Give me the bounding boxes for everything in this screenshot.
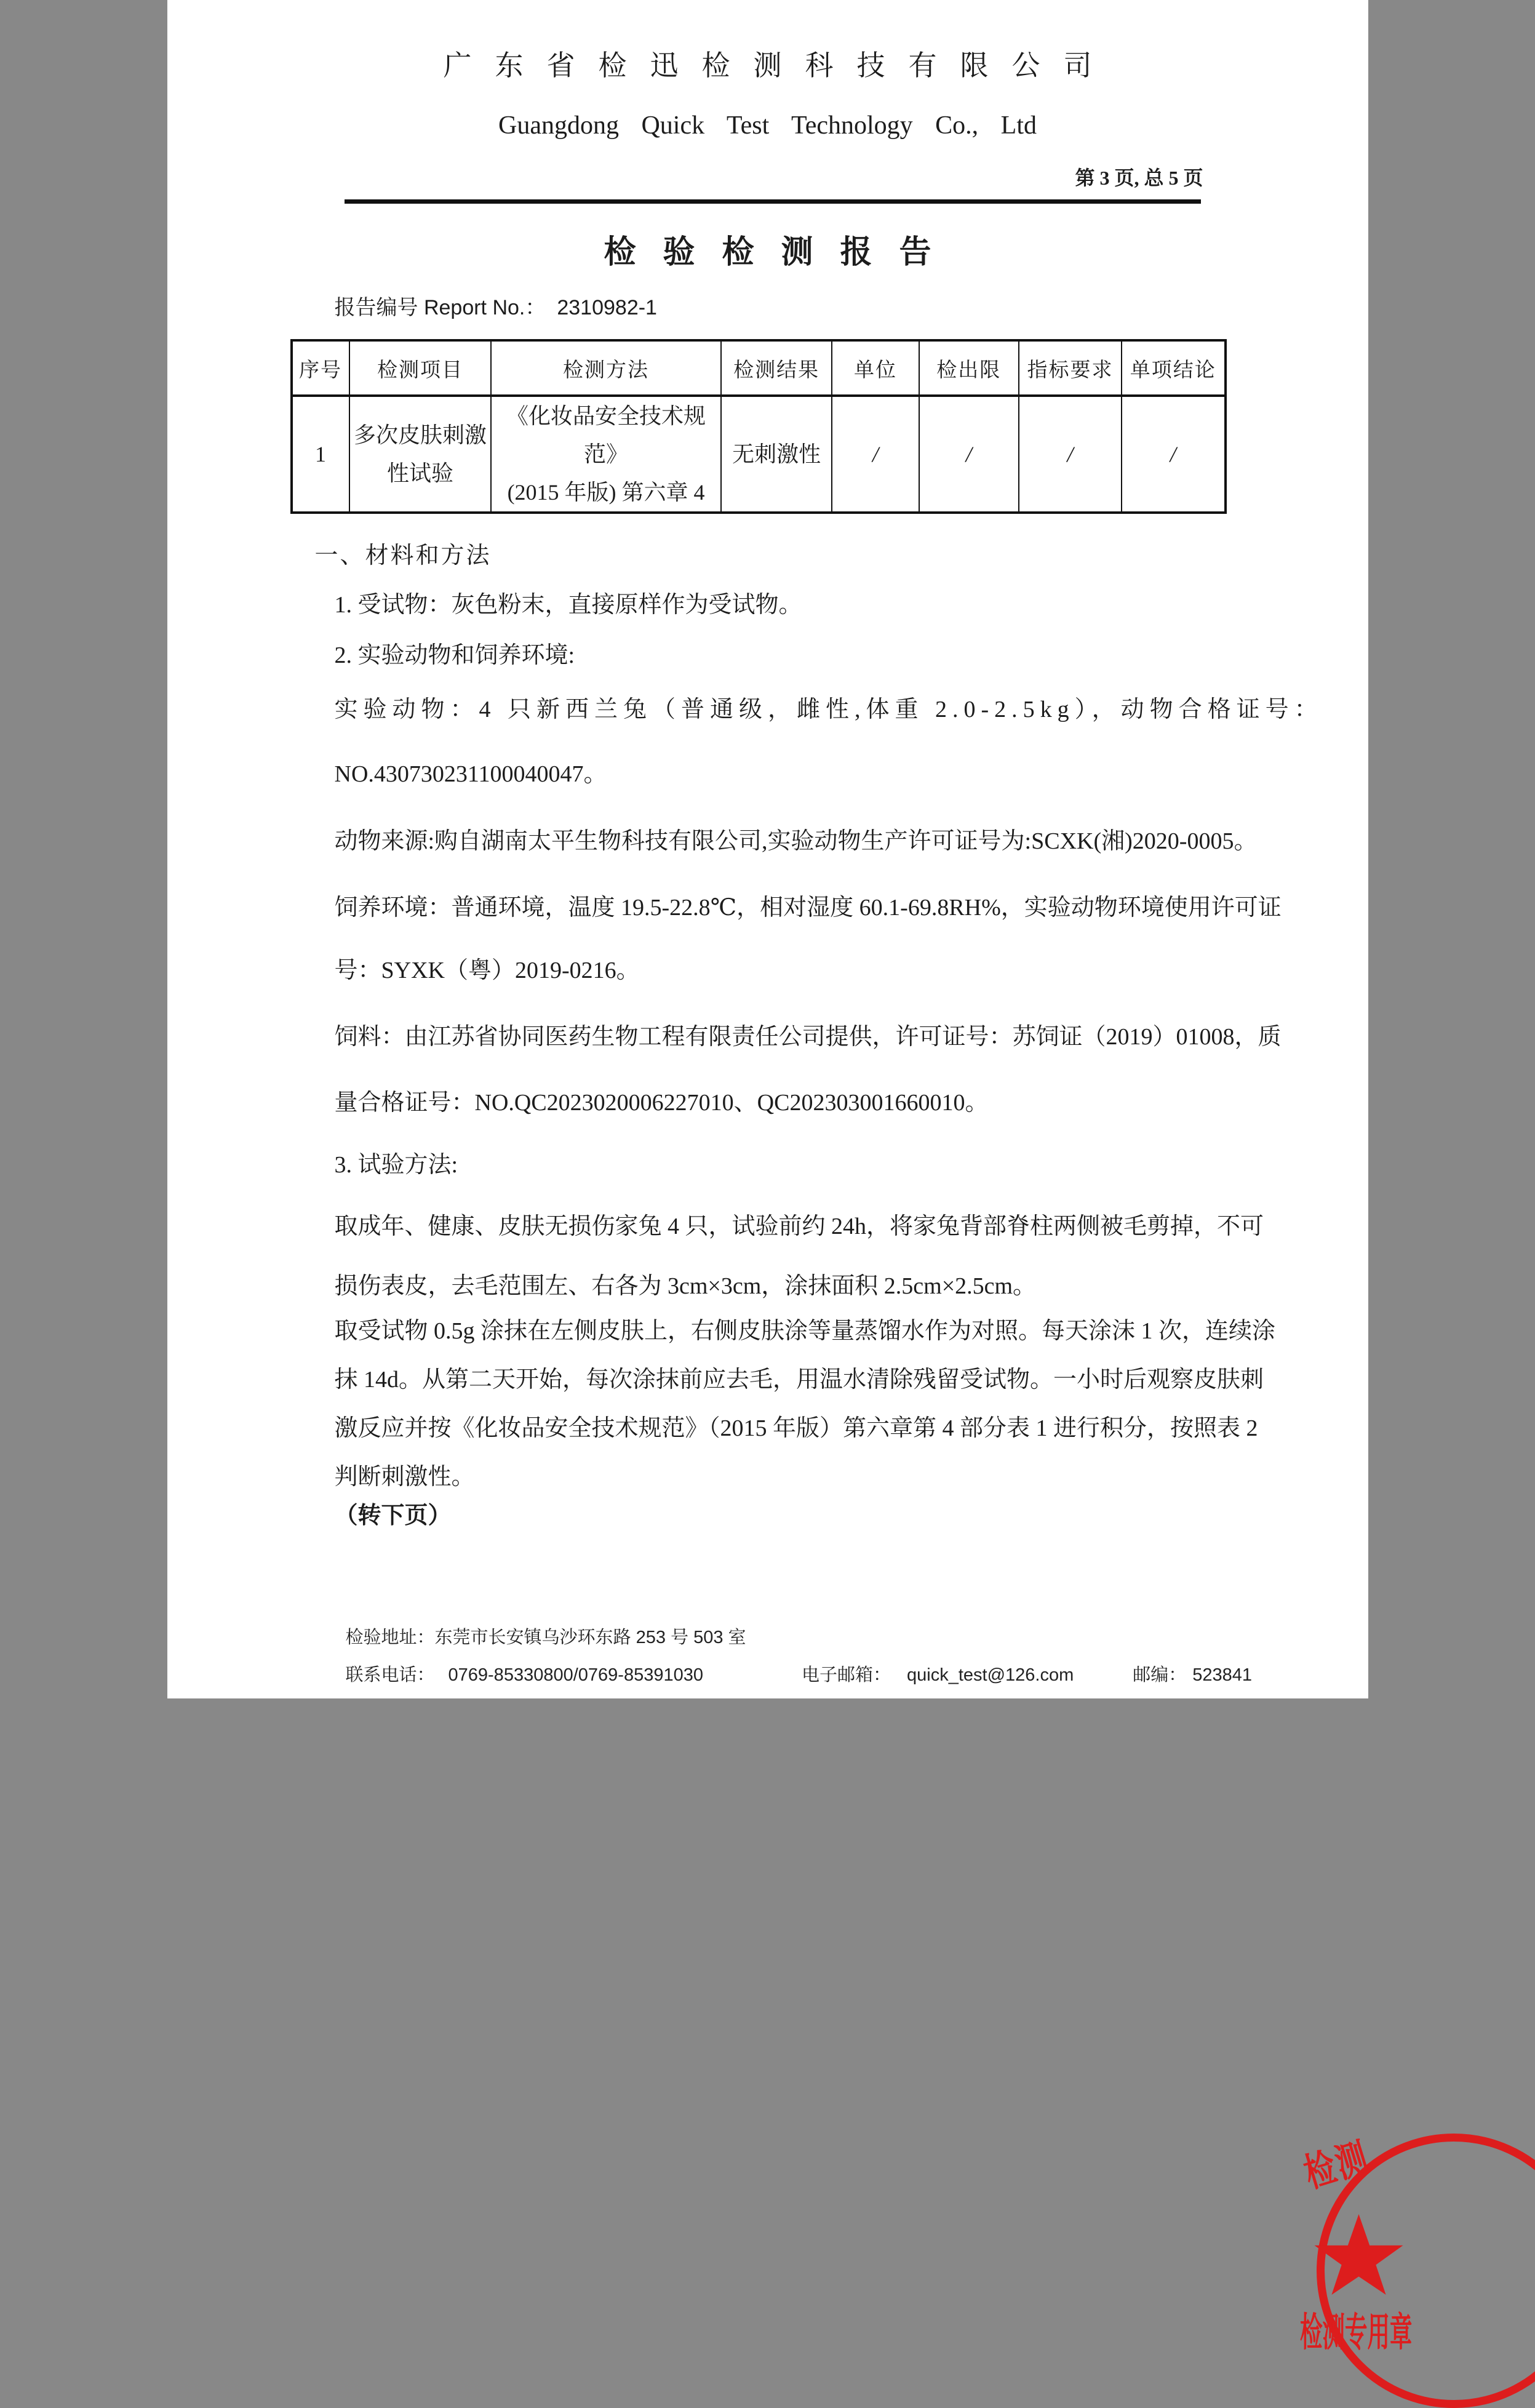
- column-header-unit: 单位: [832, 340, 919, 396]
- footer-phone-label: 联系电话：: [346, 1665, 435, 1685]
- page-number: 第 3 页, 总 5 页: [167, 162, 1368, 191]
- cell-item-line2: 性试验: [350, 454, 491, 492]
- table-row: [292, 396, 1226, 513]
- cell-method-line1: 《化妆品安全技术规范》: [492, 397, 720, 473]
- body-line: 饲料：由江苏省协同医药生物工程有限责任公司提供，许可证号：苏饲证（2019）01008，质: [335, 1023, 1233, 1050]
- cell-detection-limit: /: [919, 396, 1019, 513]
- body-line: 饲养环境：普通环境，温度 19.5-22.8℃，相对湿度 60.1-69.8RH%，实验动物环境使用许可证: [335, 894, 1233, 921]
- footer-address-label: 检验地址：: [346, 1628, 435, 1647]
- cell-requirement: /: [1019, 396, 1122, 513]
- footer-zip-label: 邮编：: [1133, 1665, 1186, 1685]
- report-no-value: 2310982-1: [557, 296, 657, 319]
- stamp-circle: [1317, 2134, 1535, 2408]
- table-header-row: [292, 340, 1226, 396]
- report-no-label: 报告编号 Report No.：: [335, 296, 546, 319]
- footer-phone-value: 0769-85330800/0769-85391030: [449, 1665, 703, 1685]
- column-header-requirement: 指标要求: [1019, 340, 1122, 396]
- column-header-method: 检测方法: [491, 340, 720, 396]
- stamp-bottom-text: 检测专用章: [1300, 2301, 1412, 2358]
- cell-result: 无刺激性: [721, 396, 832, 513]
- report-page: [167, 0, 1368, 1698]
- body-line: 抹 14d。从第二天开始，每次涂抹前应去毛，用温水清除残留受试物。一小时后观察皮肤刺: [335, 1366, 1233, 1393]
- company-name-en: Guangdong Quick Test Technology Co., Ltd: [167, 111, 1368, 140]
- report-body: [167, 542, 1368, 1529]
- page-header: [167, 0, 1368, 204]
- body-line: 判断刺激性。: [335, 1463, 1233, 1490]
- header-rule: [345, 199, 1201, 204]
- body-line: 动物来源:购自湖南太平生物科技有限公司,实验动物生产许可证号为:SCXK(湘)2020-0005。: [335, 828, 1233, 855]
- cell-item: [349, 396, 492, 513]
- column-header-no: 序号: [292, 340, 349, 396]
- footer-email-value: quick_test@126.com: [907, 1665, 1074, 1685]
- report-number-line: [335, 290, 1368, 321]
- cell-method-line2: (2015 年版) 第六章 4: [492, 473, 720, 511]
- column-header-conclusion: 单项结论: [1122, 340, 1226, 396]
- cell-conclusion: /: [1122, 396, 1226, 513]
- cell-method: [491, 396, 720, 513]
- cell-no: 1: [292, 396, 349, 513]
- body-line: 实验动物：4 只新西兰兔（普通级，雌性,体重 2.0-2.5kg），动物合格证号：: [335, 696, 1233, 723]
- footer-contact-line: [346, 1661, 1253, 1686]
- body-line: 取受试物 0.5g 涂抹在左侧皮肤上，右侧皮肤涂等量蒸馏水作为对照。每天涂沫 1 次，连续涂: [335, 1318, 1233, 1345]
- body-line: NO.430730231100040047。: [335, 761, 1233, 788]
- body-line: 1. 受试物：灰色粉末，直接原样作为受试物。: [335, 591, 1233, 618]
- stamp-star-icon: [1313, 2214, 1405, 2303]
- body-line: 取成年、健康、皮肤无损伤家兔 4 只，试验前约 24h，将家兔背部脊柱两侧被毛剪掉，不可: [335, 1213, 1233, 1240]
- column-header-result: 检测结果: [721, 340, 832, 396]
- body-line: 3. 试验方法:: [335, 1151, 1233, 1178]
- column-header-limit: 检出限: [919, 340, 1019, 396]
- results-table: [290, 339, 1227, 514]
- report-title: 检验检测报告: [167, 226, 1368, 272]
- body-line: 损伤表皮，去毛范围左、右各为 3cm×3cm，涂抹面积 2.5cm×2.5cm。: [335, 1273, 1233, 1300]
- continued-note: （转下页）: [335, 1502, 1233, 1529]
- footer-email-label: 电子邮箱：: [802, 1665, 891, 1685]
- body-line: 号：SYXK（粤）2019-0216。: [335, 957, 1233, 984]
- stamp-arc-text: 检测: [1296, 2126, 1375, 2199]
- footer-zip-value: 523841: [1192, 1665, 1252, 1685]
- column-header-item: 检测项目: [349, 340, 492, 396]
- company-name-cn: 广东省检迅检测科技有限公司: [167, 0, 1368, 84]
- page-footer: [346, 1623, 1253, 1686]
- section-heading: 一、材料和方法: [315, 542, 1233, 569]
- footer-address-line: [346, 1623, 1253, 1649]
- cell-unit: /: [832, 396, 919, 513]
- body-line: 量合格证号：NO.QC2023020006227010、QC202303001660010。: [335, 1089, 1233, 1116]
- body-line: 激反应并按《化妆品安全技术规范》（2015 年版）第六章第 4 部分表 1 进行积分，按照表 2: [335, 1415, 1233, 1442]
- body-line: 2. 实验动物和饲养环境:: [335, 642, 1233, 669]
- footer-address-value: 东莞市长安镇乌沙环东路 253 号 503 室: [435, 1628, 746, 1647]
- cell-item-line1: 多次皮肤刺激: [350, 416, 491, 454]
